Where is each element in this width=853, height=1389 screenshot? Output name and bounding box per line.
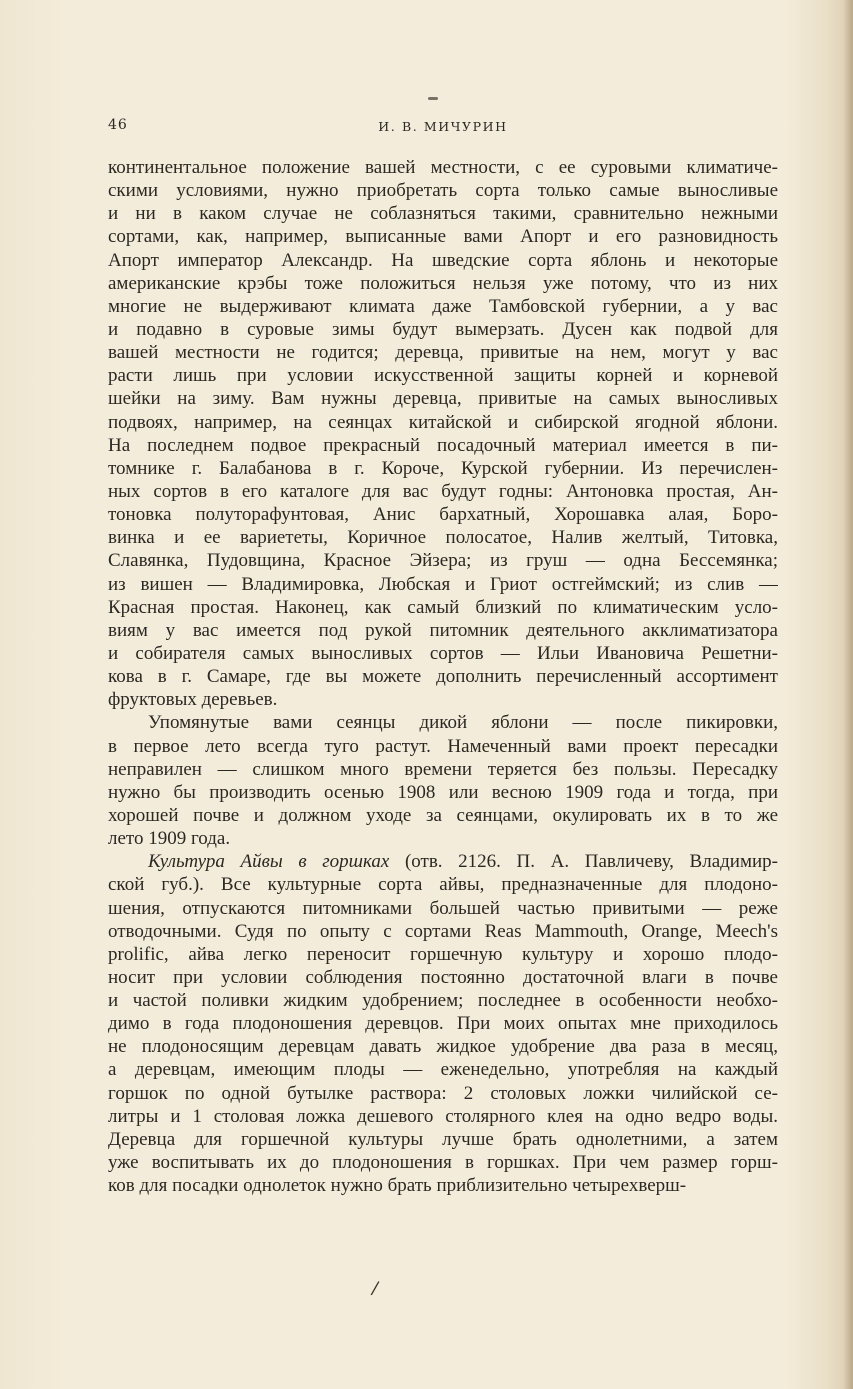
text-line: сортами, как, например, выписанные вами Апорт и его разновидность xyxy=(108,226,778,248)
text-line: димо в года плодоношения деревцов. При моих опытах мне приходилось xyxy=(108,1013,778,1035)
text-line: нужно бы производить осенью 1908 или весною 1909 года и тогда, при xyxy=(108,781,778,803)
text-line: вашей местности не годится; деревца, привитые на нем, могут у вас xyxy=(108,342,778,364)
text-line: подвоях, например, на сеянцах китайской и сибирской ягодной яблони. xyxy=(108,411,778,433)
text-line: томнике г. Балабанова в г. Короче, Курской губернии. Из перечислен- xyxy=(108,457,778,479)
text-line: и подавно в суровые зимы будут вымерзать. Дусен как подвой для xyxy=(108,318,778,340)
body-text xyxy=(108,156,778,1197)
text-line: континентальное положение вашей местности, с ее суровыми климатиче- xyxy=(108,157,778,178)
printer-mark xyxy=(428,97,438,100)
text-line: Красная простая. Наконец, как самый близкий по климатическим усло- xyxy=(108,596,778,618)
text-line: расти лишь при условии искусственной защиты корней и корневой xyxy=(108,365,778,387)
text-line: ков для посадки однолеток нужно брать приблизительно четырехверш- xyxy=(108,1175,687,1197)
text-line: Апорт император Александр. На шведские сорта яблонь и некоторые xyxy=(108,249,778,271)
text-line: На последнем подвое прекрасный посадочный материал имеется в пи- xyxy=(108,434,778,456)
paragraph-3 xyxy=(108,850,778,1197)
text-line: prolific, айва легко переносит горшечную культуру и хорошо плодо- xyxy=(108,943,778,965)
page-edge-shadow xyxy=(843,0,853,1389)
page-header xyxy=(108,117,778,139)
text-line: винка и ее вариететы, Коричное полосатое, Налив желтый, Титовка, xyxy=(108,527,778,549)
text-line: носит при условии соблюдения постоянно достаточной влаги в почве xyxy=(108,966,778,988)
pen-mark: / xyxy=(369,1277,381,1300)
text-line: шейки на зиму. Вам нужны деревца, привитые на самых выносливых xyxy=(108,388,778,410)
text-line: лето 1909 года. xyxy=(108,828,231,850)
paragraph-1 xyxy=(108,156,778,711)
text-line: Деревца для горшечной культуры лучше брать однолетними, а затем xyxy=(108,1128,778,1150)
text-line: не плодоносящим деревцам давать жидкое удобрение два раза в месяц, xyxy=(108,1036,778,1058)
text-line: ской губ.). Все культурные сорта айвы, предназначенные для плодоно- xyxy=(108,874,778,896)
text-line: отводочными. Судя по опыту с сортами Reas Mammouth, Orange, Meech's xyxy=(108,920,778,942)
text-line: горшок по одной бутылке раствора: 2 столовых ложки чилийской се- xyxy=(108,1082,778,1104)
text-line: виям у вас имеется под рукой питомник деятельного акклиматизатора xyxy=(108,619,778,641)
running-head: И. В. МИЧУРИН xyxy=(378,119,508,134)
text-line: ных сортов в его каталоге для вас будут годны: Антоновка простая, Ан- xyxy=(108,480,778,502)
text-line: и частой поливки жидким удобрением; последнее в особенности необхо- xyxy=(108,990,778,1012)
text-line: шения, отпускаются питомниками большей частью привитыми — реже xyxy=(108,897,778,919)
text-line: скими условиями, нужно приобретать сорта только самые выносливые xyxy=(108,180,778,202)
section-title: Культура Айвы в горшках xyxy=(148,851,390,873)
text-line: хорошей почве и должном уходе за сеянцами, окулировать их в то же xyxy=(108,804,778,826)
text-line: Упомянутые вами сеянцы дикой яблони — после пикировки, xyxy=(148,712,778,734)
text-line: Славянка, Пудовщина, Красное Эйзера; из груш — одна Бессемянка; xyxy=(108,550,778,572)
text-line: многие не выдерживают климата даже Тамбовской губернии, а у вас xyxy=(108,295,778,317)
text-line: тоновка полуторафунтовая, Анис бархатный, Хорошавка алая, Боро- xyxy=(108,504,778,526)
paragraph-2 xyxy=(108,711,778,850)
text-line: кова в г. Самаре, где вы можете дополнить перечисленный ассортимент xyxy=(108,666,778,688)
text-line: и ни в каком случае не соблазняться такими, сравнительно нежными xyxy=(108,203,778,225)
text-line: в первое лето всегда туго растут. Намеченный вами проект пересадки xyxy=(108,735,778,757)
text-line: из вишен — Владимировка, Любская и Гриот остгеймский; из слив — xyxy=(108,573,778,595)
text-line: уже воспитывать их до плодоношения в горшках. При чем размер горш- xyxy=(108,1152,778,1174)
section-citation: (отв. 2126. П. А. Павличеву, Владимир- xyxy=(404,851,778,873)
text-line xyxy=(108,850,778,873)
text-line: неправилен — слишком много времени теряется без пользы. Пересадку xyxy=(108,758,778,780)
text-line: и собирателя самых выносливых сортов — Ильи Ивановича Решетни- xyxy=(108,642,778,664)
text-line: а деревцам, имеющим плоды — еженедельно, употребляя на каждый xyxy=(108,1059,778,1081)
text-line: литры и 1 столовая ложка дешевого столярного клея на одно ведро воды. xyxy=(108,1105,778,1127)
text-line: фруктовых деревьев. xyxy=(108,689,278,711)
text-line: американские крэбы тоже положиться нельзя уже потому, что из них xyxy=(108,272,778,294)
page-number: 46 xyxy=(108,117,128,133)
